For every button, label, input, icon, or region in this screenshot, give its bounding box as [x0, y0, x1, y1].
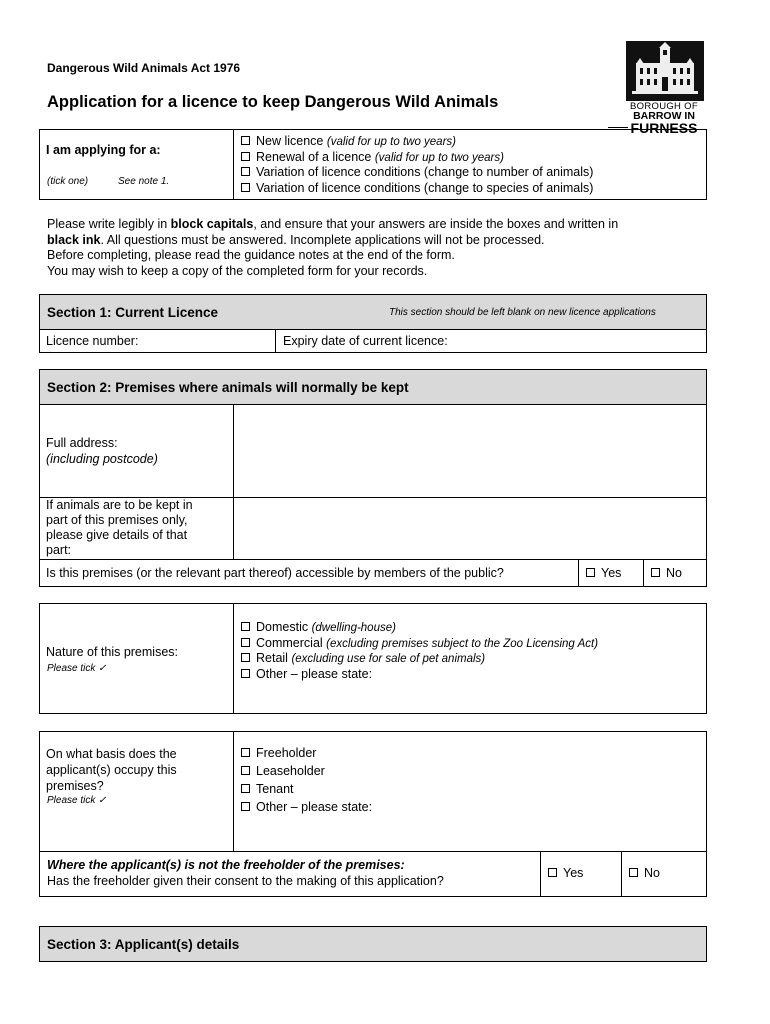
instructions-line3: Before completing, please read the guidance notes at the end of the form.: [47, 248, 455, 262]
basis-option-freeholder[interactable]: Freeholder: [241, 746, 316, 762]
please-tick-note: Please tick ✓: [47, 663, 107, 674]
council-logo: [622, 41, 706, 136]
part-label-line4: part:: [46, 543, 72, 557]
checkbox[interactable]: [241, 152, 250, 161]
checkbox[interactable]: [241, 802, 250, 811]
divider: [233, 404, 234, 559]
nature-other-field[interactable]: [390, 666, 704, 711]
see-note-1: See note 1.: [118, 176, 170, 187]
freeholder-title: Where the applicant(s) is not the freeholder of the premises:: [47, 858, 405, 872]
checkbox[interactable]: [241, 653, 250, 662]
checkbox[interactable]: [241, 183, 250, 192]
checkbox[interactable]: [586, 568, 595, 577]
freeholder-question: Has the freeholder given their consent to the making of this application?: [47, 874, 444, 888]
divider: [233, 731, 234, 851]
nature-label: Nature of this premises:: [46, 645, 178, 659]
please-tick-note: Please tick ✓: [47, 795, 107, 806]
applying-label: I am applying for a:: [46, 143, 161, 157]
checkbox[interactable]: [651, 568, 660, 577]
section2-title: Section 2: Premises where animals will normally be kept: [47, 380, 409, 395]
basis-label-line1: On what basis does the: [46, 747, 177, 761]
section3-title: Section 3: Applicant(s) details: [47, 937, 240, 952]
option-variation-species[interactable]: Variation of licence conditions (change to species of animals): [241, 181, 593, 197]
basis-label-line2: applicant(s) occupy this: [46, 763, 177, 777]
licence-number-label: Licence number:: [46, 334, 139, 348]
option-renewal[interactable]: Renewal of a licence (valid for up to two years): [241, 150, 504, 167]
licence-number-field[interactable]: [150, 331, 273, 351]
logo-divider: [608, 127, 628, 128]
part-label-line3: please give details of that: [46, 528, 188, 542]
divider: [621, 851, 622, 897]
instructions-line4: You may wish to keep a copy of the completed form for your records.: [47, 263, 428, 278]
freeholder-consent-no[interactable]: No: [629, 866, 660, 882]
town-hall-emblem-icon: [626, 41, 704, 101]
part-details-field[interactable]: [236, 499, 705, 557]
divider: [643, 559, 644, 587]
checkbox[interactable]: [241, 136, 250, 145]
page-title: Application for a licence to keep Dangerous Wild Animals: [47, 93, 499, 111]
checkbox[interactable]: [548, 868, 557, 877]
nature-option-retail[interactable]: Retail (excluding use for sale of pet animals): [241, 651, 485, 668]
nature-option-other[interactable]: Other – please state:: [241, 667, 372, 683]
option-variation-number[interactable]: Variation of licence conditions (change to number of animals): [241, 165, 593, 181]
checkbox[interactable]: [241, 622, 250, 631]
divider: [39, 851, 707, 852]
public-access-no[interactable]: No: [651, 566, 682, 582]
basis-label-line3: premises?: [46, 779, 104, 793]
nature-option-commercial[interactable]: Commercial (excluding premises subject to the Zoo Licensing Act): [241, 636, 598, 653]
logo-text-line2: BARROW IN: [633, 110, 695, 122]
checkbox[interactable]: [241, 766, 250, 775]
basis-option-leaseholder[interactable]: Leaseholder: [241, 764, 325, 780]
checkbox[interactable]: [241, 638, 250, 647]
full-address-label: Full address:: [46, 436, 118, 450]
instructions-line2: black ink. All questions must be answered. Incomplete applications will not be processed.: [47, 232, 545, 247]
logo-text-line1: BOROUGH OF: [630, 101, 698, 112]
freeholder-consent-yes[interactable]: Yes: [548, 866, 583, 882]
option-new-licence[interactable]: New licence (valid for up to two years): [241, 134, 456, 151]
checkbox[interactable]: [629, 868, 638, 877]
public-access-yes[interactable]: Yes: [586, 566, 621, 582]
tick-one-note: (tick one): [47, 176, 89, 187]
public-access-question: Is this premises (or the relevant part thereof) accessible by members of the public?: [46, 566, 504, 580]
checkbox[interactable]: [241, 784, 250, 793]
checkbox[interactable]: [241, 669, 250, 678]
checkbox[interactable]: [241, 167, 250, 176]
divider: [39, 559, 707, 560]
part-label-line1: If animals are to be kept in: [46, 498, 193, 512]
section1-note: This section should be left blank on new licence applications: [389, 307, 656, 318]
checkbox[interactable]: [241, 748, 250, 757]
act-title: Dangerous Wild Animals Act 1976: [47, 61, 241, 75]
divider: [540, 851, 541, 897]
basis-option-tenant[interactable]: Tenant: [241, 782, 294, 798]
divider: [233, 129, 234, 200]
expiry-date-field[interactable]: [472, 331, 704, 351]
basis-other-field[interactable]: [390, 800, 704, 848]
divider: [275, 329, 276, 353]
expiry-date-label: Expiry date of current licence:: [283, 334, 448, 348]
basis-option-other[interactable]: Other – please state:: [241, 800, 372, 816]
logo-text-line3: FURNESS: [630, 120, 698, 136]
nature-option-domestic[interactable]: Domestic (dwelling-house): [241, 620, 396, 637]
divider: [233, 603, 234, 714]
full-address-field[interactable]: [236, 406, 705, 495]
divider: [578, 559, 579, 587]
part-label-line2: part of this premises only,: [46, 513, 188, 527]
instructions-line1: Please write legibly in block capitals, and ensure that your answers are inside the boxes and written in: [47, 217, 619, 231]
section1-title: Section 1: Current Licence: [47, 305, 219, 320]
full-address-note: (including postcode): [46, 452, 158, 466]
